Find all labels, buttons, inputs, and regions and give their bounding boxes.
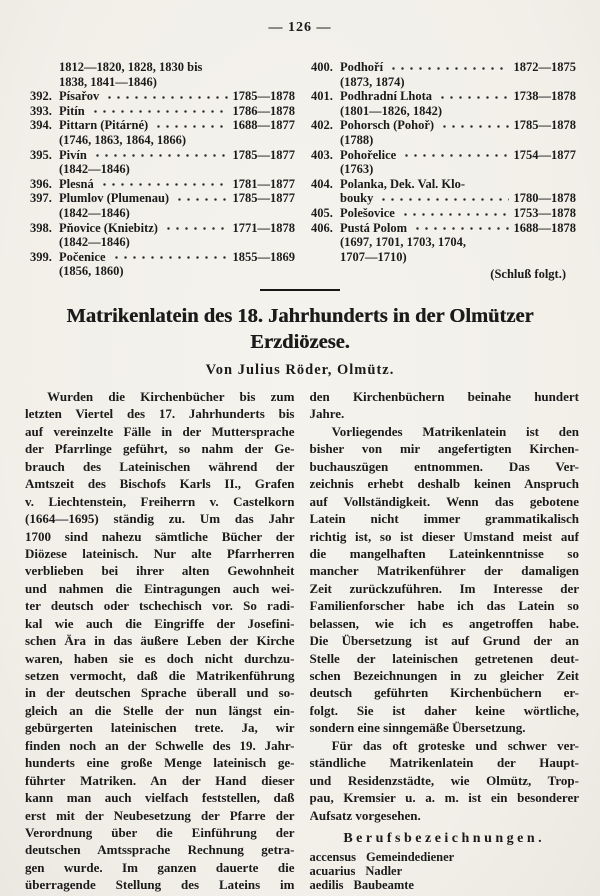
register-row [311,104,576,119]
article-byline: Von Julius Röder, Olmütz. [205,362,395,378]
register-row-years: 1785—1878 [232,89,295,104]
occupation-german-term: Gemeindediener [366,849,455,864]
body-text-line: erst mit der Neubesetzung der Pfarre der [25,807,295,823]
body-text-line: Jahre. [309,406,345,422]
register-row [30,162,295,177]
dot-leader [103,89,227,104]
occupation-german-term: Baubeamte [353,877,414,892]
register-row-text: Plesná [59,176,94,191]
register-row-text: (1746, 1863, 1864, 1866) [59,132,187,147]
article-title-line2: Erzdiözese. [250,331,350,353]
register-row-text: Polešovice [340,205,395,220]
register-row-text: Plumlov (Plumenau) [59,191,170,206]
body-text-line: ter deutsch oder tschechisch vor. So radi- [25,598,295,614]
article-body [25,388,579,896]
register-row [311,89,576,104]
register-row [311,162,576,177]
register-row-text: (1842—1846) [59,235,130,250]
body-text-line: der Pfarrlinge geführt, so nahm der Ge- [25,441,295,457]
register-row-years: 1855—1869 [232,249,295,264]
body-text-line: verblieben bei ihrer alten Gewohnheit [25,563,295,579]
body-text-line: Familienforscher habe ich das Latein so [309,598,579,614]
body-text-line: deutsch geführten Kirchenbüchern er- [309,685,579,701]
dot-leader [377,191,508,206]
register-row-text: Podhoří [340,60,384,74]
body-text-line: gen wurde. Im ganzen dauerte die [25,859,295,875]
occupations-list [310,851,580,892]
occupation-latin-term: acuarius [309,863,356,878]
register-row-number: 401. [311,89,333,104]
body-text-line: buchauszügen entnommen. Das Ver- [309,458,579,474]
body-text-line: und Residenzstädte, wie Olmütz, Trop- [309,772,579,788]
body-text-line: Diözese lateinisch. Nur alte Pfarrherren [25,545,295,561]
body-text-line: deutschen Amtssprache Rechnung getra- [25,842,295,858]
occupation-row [310,879,580,893]
register-row-text: (1842—1846) [59,205,130,220]
register-row-number: 396. [30,176,52,191]
register-row [311,118,576,133]
dot-leader [399,206,509,221]
register-row-years: 1872—1875 [513,60,576,74]
section-divider-rule [260,289,340,291]
register-row-number: 404. [311,176,333,191]
register-row-text: (1842—1846) [59,162,130,177]
body-text-line: hunderts eine große Menge lateinisch ge- [25,755,295,771]
register-row [311,206,576,221]
register-row [30,89,295,104]
register-row [30,148,295,163]
register-row [30,75,295,90]
register-row-number: 392. [30,89,52,104]
dot-leader [400,148,508,163]
register-row-years: 1780—1878 [513,191,576,206]
register-row [30,177,295,192]
body-text-line: die mangelhaften Lateinkenntnisse so [309,545,579,561]
page-number: — 126 — [268,20,332,35]
dot-leader [387,60,508,75]
register-row-number: 405. [311,205,333,220]
register-row-years: 1786—1878 [232,103,295,118]
occupation-latin-term: aedilis [309,877,344,892]
register-row-years: 1688—1878 [513,220,576,235]
dot-leader [411,221,508,236]
register-row-text: (1788) [340,132,374,147]
register-row-text: Pittarn (Pitárné) [59,118,149,133]
parish-register-list [30,60,576,282]
body-text-line: setzen vermocht, daß die Matrikenführung [25,668,295,683]
body-text-line: schen Ära in das äußere Leben der Kirche [25,633,295,649]
dot-leader [162,221,228,236]
occupation-row [310,851,580,865]
article-title-line1: Matrikenlatein des 18. Jahrhunderts in der Olmützer [66,305,534,327]
register-row-number: 399. [30,249,52,264]
body-text-line: (1664—1695) ständig zu. Um das Jahr [25,511,295,527]
body-text-line: und nahmen die Eintragungen auch wei- [25,580,295,596]
register-list-right-column [311,60,576,282]
occupation-latin-term: accensus [309,849,357,864]
body-text-line: gebürgerten lateinischen trete. Ja, wir [25,720,295,736]
register-list-left-column [30,60,295,282]
body-text-line: den Kirchenbüchern beinahe hundert [309,389,579,404]
register-row-text: Pohořelice [340,147,397,162]
register-row-text: Počenice [59,249,106,264]
register-row [30,206,295,221]
register-row [30,60,295,75]
register-row [30,118,295,133]
register-row [311,250,576,265]
body-text-line: Für das oft groteske und schwer ver- [331,737,579,753]
occupations-heading: Berufsbezeichnungen. [343,830,546,846]
body-text-line: Wurden die Kirchenbücher bis zum [47,389,295,404]
body-text-line: auf Vollständigkeit. Wenn das gebotene [309,493,579,509]
register-row-text: Pivín [59,147,87,162]
register-row-number: 398. [30,220,52,235]
register-row-number: 394. [30,118,52,133]
register-row-number: 400. [311,60,333,74]
register-row [30,250,295,265]
register-row-text: bouky [340,191,374,206]
register-row [311,177,576,192]
register-row-text: 1707—1710) [340,249,407,264]
register-row-text: (1873, 1874) [340,74,405,89]
article-right-column-lines [310,388,580,824]
register-row-text: Polanka, Dek. Val. Klo- [340,176,466,191]
register-row-text: Pustá Polom [340,220,408,235]
register-row-text: Písařov [59,89,100,104]
register-row [311,235,576,250]
body-text-line: waren, haben sie es doch nicht durchzu- [25,650,295,666]
register-row-text: Pitín [59,103,85,118]
body-text-line: v. Liechtenstein, Freiherrn v. Castelkorn [25,493,295,509]
body-text-line: letzten Viertel des 17. Jahrhunderts bis [25,406,295,422]
body-text-line: Zeit zurückzuführen. Im Interesse der [309,580,579,596]
register-row [30,221,295,236]
register-row-years: 1785—1877 [232,147,295,162]
body-text-line: Amtszeit des Bischofs Karls II., Grafen [25,476,295,492]
body-text-line: führter Matriken. An der Hand dieser [25,772,295,788]
register-row [311,221,576,236]
body-text-line: Stelle der lateinischen getretenen deut- [309,650,579,666]
body-text-line: brauch des Lateinischen während der [25,458,295,474]
register-row-years: 1771—1878 [232,220,295,235]
body-text-line: kal wie auch die Eingriffe der Josefini- [25,615,295,631]
dot-leader [89,104,228,119]
body-text-line: folgt. Sie ist daher keine wörtliche, [309,702,579,718]
register-row-number: 402. [311,118,333,133]
occupation-german-term: Nadler [365,863,403,878]
body-text-line: finden noch an der Schwelle des 19. Jahr- [25,737,295,753]
body-text-line: pau, Kremsier u. a. m. ist ein besonderer [309,790,579,806]
body-text-line: Latein nicht immer grammatikalisch [309,511,579,527]
register-row-text: (1697, 1701, 1703, 1704, [340,235,467,250]
body-text-line: Verordnung über die Einführung der [25,824,295,840]
dot-leader [436,89,508,104]
body-text-line: zeichnis erhebt deshalb keinen Anspruch [309,476,579,492]
register-row [311,133,576,148]
register-row [30,104,295,119]
register-row-text: Pohorsch (Pohoř) [340,118,435,133]
register-row-years: 1738—1878 [513,89,576,104]
register-row-years: 1688—1877 [232,118,295,133]
register-row-text: Pňovice (Kniebitz) [59,220,158,235]
dot-leader [438,118,508,133]
register-row-years: 1754—1877 [513,147,576,162]
body-text-line: kann man auch vielfach feststellen, daß [25,790,295,806]
body-text-line: auf vereinzelte Fälle in der Muttersprache [25,423,295,439]
dot-leader [91,148,228,163]
register-row-number: 406. [311,220,333,235]
register-row-text: 1812—1820, 1828, 1830 bis [59,60,203,74]
register-row [30,133,295,148]
register-row [30,191,295,206]
body-text-line: bisher von mir angefertigten Kirchen- [309,441,579,457]
register-row-number: 395. [30,147,52,162]
register-row [311,75,576,90]
occupation-row [310,865,580,879]
register-row-text: (1801—1826, 1842) [340,103,443,118]
register-row [311,148,576,163]
register-row-years: 1753—1878 [513,205,576,220]
register-row-number: 397. [30,191,52,206]
register-row [311,191,576,206]
article-right-column [310,388,580,896]
dot-leader [152,118,227,133]
body-text-line: Die Übersetzung ist auf Grund der an [309,633,579,649]
body-text-line: richtig ist, so ist dieser Umstand meist auf [309,528,579,544]
dot-leader [173,191,227,206]
body-text-line: gleich an die Stelle der nun längst ein- [25,702,295,718]
register-row [30,264,295,279]
body-text-line: schen Bezeichnungen in zu gleicher Zeit [309,668,579,683]
register-row-number: 393. [30,103,52,118]
register-row-years: 1781—1877 [232,176,295,191]
article-left-column [25,388,295,896]
to-be-continued-note: (Schluß folgt.) [490,267,566,282]
article-title [20,303,580,355]
register-list-right-rows [311,60,576,264]
dot-leader [110,250,228,265]
register-row-text: 1838, 1841—1846) [59,74,157,89]
register-row-years: 1785—1878 [513,118,576,133]
body-text-line: belassen, wie ich es angetroffen habe. [309,615,579,631]
body-text-line: sondern eine sinngemäße Übersetzung. [309,720,526,736]
body-text-line: in der deutschen Sprache überall und so- [25,685,295,701]
body-text-line: überragende Stellung des Lateins im [25,877,295,893]
dot-leader [98,177,228,192]
body-text-line: mancher Matrikenführer der damaligen [309,563,579,579]
register-row-text: (1763) [340,162,374,177]
register-row [30,235,295,250]
register-row [311,60,576,75]
body-text-line: ständliche Matrikenlatein der Haupt- [309,755,579,771]
register-row-text: (1856, 1860) [59,264,124,279]
body-text-line: 1700 sind nahezu sämtliche Bücher der [25,528,295,544]
body-text-line: Vorliegendes Matrikenlatein ist den [331,423,579,439]
body-text-line: Aufsatz vorgesehen. [309,807,421,823]
register-row-years: 1785—1877 [232,191,295,206]
register-row-number: 403. [311,147,333,162]
register-row-text: Podhradní Lhota [340,89,433,104]
